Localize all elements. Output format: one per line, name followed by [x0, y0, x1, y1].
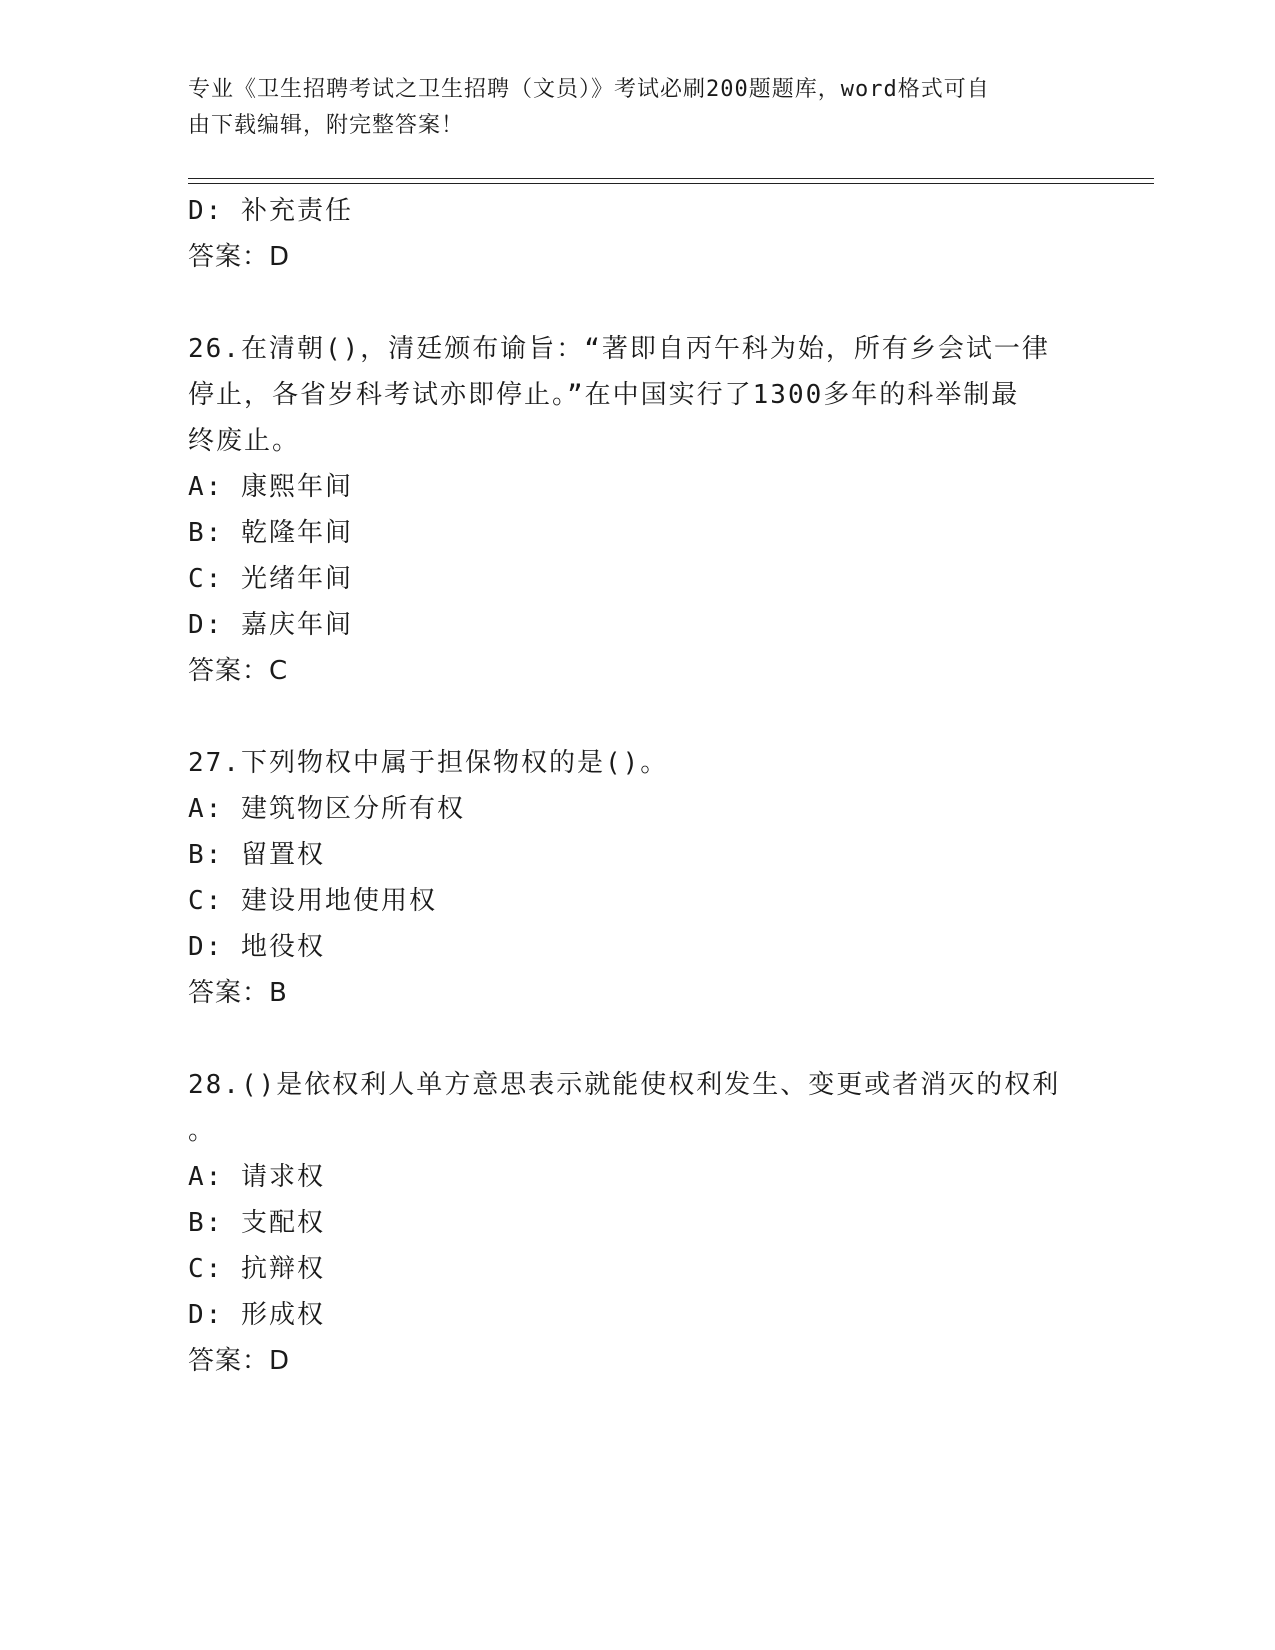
question-28-option-a: A: 请求权 — [188, 1162, 325, 1192]
question-28-option-d: D: 形成权 — [188, 1300, 325, 1330]
question-list — [188, 188, 1088, 1384]
question-28-option-b: B: 支配权 — [188, 1208, 325, 1238]
header-line-1: 专业《卫生招聘考试之卫生招聘（文员）》考试必刷200题题库，word格式可自 — [188, 77, 990, 102]
question-26-text-1: 26.在清朝()，清廷颁布谕旨：“著即自丙午科为始，所有乡会试一律 — [188, 334, 1050, 364]
question-26-option-c: C: 光绪年间 — [188, 564, 353, 594]
document-header — [188, 72, 1068, 144]
header-line-2: 由下载编辑，附完整答案！ — [188, 113, 465, 138]
header-rule-top — [188, 178, 1154, 179]
question-26-text-3: 终废止。 — [188, 426, 301, 456]
question-26-option-a: A: 康熙年间 — [188, 472, 353, 502]
question-28-option-c: C: 抗辩权 — [188, 1254, 325, 1284]
question-26-text-2: 停止，各省岁科考试亦即停止。”在中国实行了1300多年的科举制最 — [188, 380, 1020, 410]
question-28-answer: 答案：D — [188, 1346, 291, 1376]
prev-answer: 答案：D — [188, 242, 291, 272]
header-rule-bottom — [188, 183, 1154, 184]
question-27-option-c: C: 建设用地使用权 — [188, 886, 437, 916]
spacer — [188, 694, 1088, 740]
question-28-text-2: 。 — [188, 1116, 217, 1146]
question-27-option-a: A: 建筑物区分所有权 — [188, 794, 465, 824]
spacer — [188, 1016, 1088, 1062]
question-27-option-b: B: 留置权 — [188, 840, 325, 870]
question-27-text-1: 27.下列物权中属于担保物权的是()。 — [188, 748, 669, 778]
question-26 — [188, 326, 1088, 694]
question-28-text-1: 28.()是依权利人单方意思表示就能使权利发生、变更或者消灭的权利 — [188, 1070, 1061, 1100]
question-27-answer: 答案：B — [188, 978, 288, 1008]
question-26-answer: 答案：C — [188, 656, 289, 686]
question-26-option-d: D: 嘉庆年间 — [188, 610, 353, 640]
question-28 — [188, 1062, 1088, 1384]
question-27 — [188, 740, 1088, 1016]
question-26-option-b: B: 乾隆年间 — [188, 518, 353, 548]
spacer — [188, 280, 1088, 326]
prev-option-d: D: 补充责任 — [188, 196, 353, 226]
question-27-option-d: D: 地役权 — [188, 932, 325, 962]
